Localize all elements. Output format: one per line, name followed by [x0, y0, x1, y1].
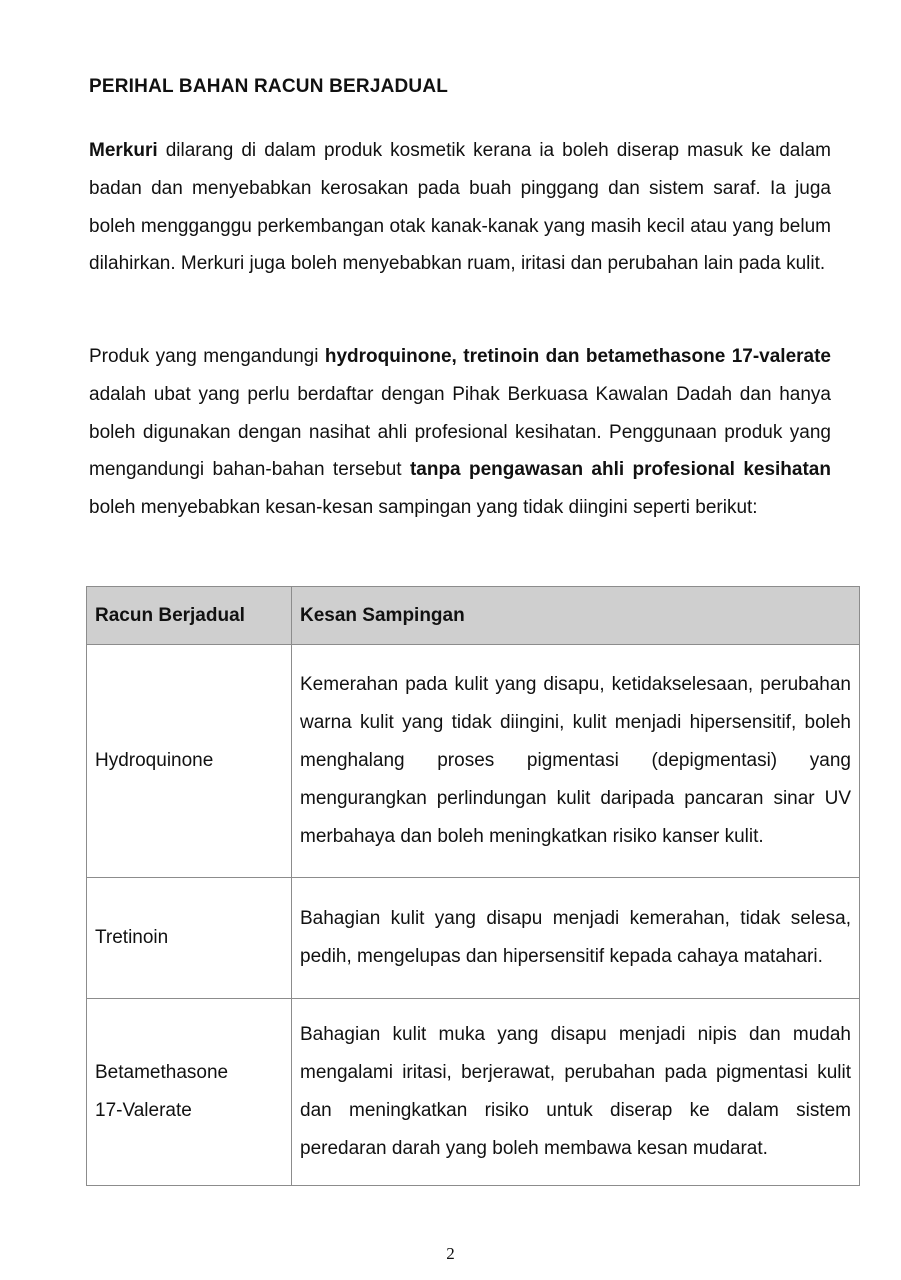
poison-name-line-2: 17-Valerate	[95, 1100, 192, 1121]
side-effect-cell: Bahagian kulit yang disapu menjadi kemerahan, tidak selesa, pedih, mengelupas dan hipersensitif kepada cahaya matahari.	[292, 878, 860, 999]
drugs-bold-supervision: tanpa pengawasan ahli profesional kesihatan	[409, 459, 831, 481]
drugs-text-2: adalah ubat yang perlu berdaftar dengan Pihak Berkuasa Kawalan Dadah dan hanya boleh digunakan dengan nasihat ahli profesional kesihatan. Penggunaan produk yang mengandungi bahan-bahan tersebut	[89, 383, 831, 481]
drugs-text-3: boleh menyebabkan kesan-kesan sampingan yang tidak diingini seperti berikut:	[89, 497, 758, 519]
side-effect-cell: Bahagian kulit muka yang disapu menjadi nipis dan mudah mengalami iritasi, berjerawat, perubahan pada pigmentasi kulit dan meningkatkan risiko untuk diserap ke dalam sistem peredaran darah yang boleh membawa kesan mudarat.	[292, 999, 860, 1186]
table-header-row	[87, 587, 860, 645]
header-poison: Racun Berjadual	[87, 587, 292, 645]
drugs-text-1: Produk yang mengandungi	[89, 346, 325, 367]
page-number: 2	[446, 1244, 455, 1263]
mercury-bold-lead: Merkuri	[89, 140, 158, 161]
paragraph-mercury	[89, 132, 831, 283]
poison-name-cell: Tretinoin	[87, 878, 292, 999]
poison-name-cell: Hydroquinone	[87, 645, 292, 878]
table-row	[87, 999, 860, 1186]
table-row	[87, 645, 860, 878]
paragraph-scheduled-drugs	[89, 338, 831, 527]
poison-name-line-1: Betamethasone	[95, 1062, 229, 1083]
document-heading: PERIHAL BAHAN RACUN BERJADUAL	[89, 76, 449, 97]
side-effects-table	[86, 586, 860, 1186]
drugs-bold-names: hydroquinone, tretinoin dan betamethasone 17-valerate	[324, 346, 831, 367]
header-side-effects: Kesan Sampingan	[292, 587, 860, 645]
table-row	[87, 878, 860, 999]
poison-name-cell	[87, 999, 292, 1186]
side-effect-cell: Kemerahan pada kulit yang disapu, ketidakselesaan, perubahan warna kulit yang tidak diingini, kulit menjadi hipersensitif, boleh menghalang proses pigmentasi (depigmentasi) yang mengurangkan perlindungan kulit daripada pancaran sinar UV merbahaya dan boleh meningkatkan risiko kanser kulit.	[292, 645, 860, 878]
mercury-text: dilarang di dalam produk kosmetik kerana ia boleh diserap masuk ke dalam badan dan menyebabkan kerosakan pada buah pinggang dan sistem saraf. Ia juga boleh mengganggu perkembangan otak kanak-kanak yang masih kecil atau yang belum dilahirkan. Merkuri juga boleh menyebabkan ruam, iritasi dan perubahan lain pada kulit.	[89, 140, 831, 275]
